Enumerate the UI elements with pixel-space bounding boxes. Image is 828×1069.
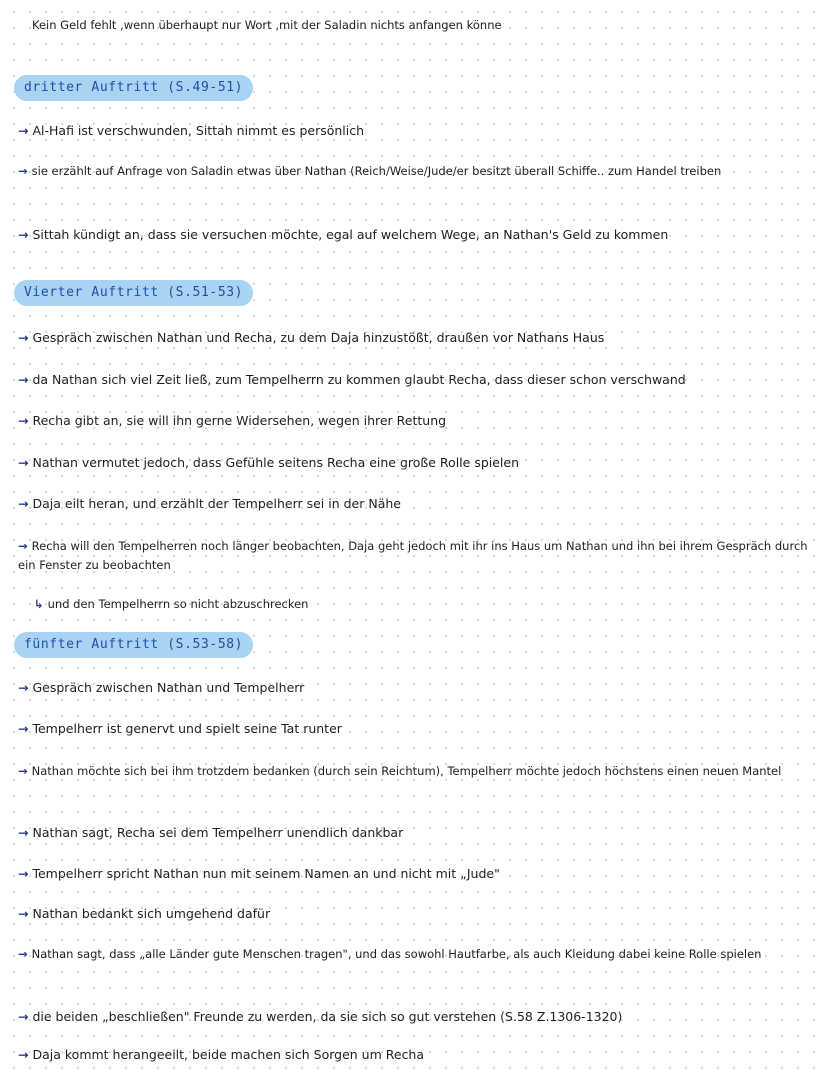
list-item: → Nathan sagt, Recha sei dem Tempelherr unendlich dankbar: [18, 825, 404, 840]
list-item: → Gespräch zwischen Nathan und Recha, zu dem Daja hinzustößt, draußen vor Nathans Haus: [18, 330, 605, 345]
list-item: → Tempelherr spricht Nathan nun mit seinem Namen an und nicht mit „Jude": [18, 866, 500, 881]
arrow-right-icon: →: [18, 413, 29, 428]
section-heading-fuenfter-auftritt: fünfter Auftritt (S.53-58): [14, 632, 253, 658]
sub-list-item: ↳ und den Tempelherrn so nicht abzuschrecken: [34, 597, 309, 611]
list-item: → Nathan sagt, dass „alle Länder gute Menschen tragen", und das sowohl Hautfarbe, als auch Kleidung dabei keine Rolle spielen: [18, 947, 762, 961]
list-item: → Daja kommt herangeeilt, beide machen sich Sorgen um Recha: [18, 1047, 425, 1062]
arrow-right-icon: →: [18, 496, 29, 511]
intro-line: Kein Geld fehlt ,wenn überhaupt nur Wort ,mit der Saladin nichts anfangen könne: [32, 18, 502, 32]
list-item: → Daja eilt heran, und erzählt der Tempelherr sei in der Nähe: [18, 496, 401, 511]
list-item: → Tempelherr ist genervt und spielt seine Tat runter: [18, 721, 342, 736]
list-item: → Gespräch zwischen Nathan und Tempelherr: [18, 680, 305, 695]
list-item: → Nathan möchte sich bei ihm trotzdem bedanken (durch sein Reichtum), Tempelherr möchte jedoch höchstens einen neuen Mantel: [18, 764, 782, 778]
section-heading-dritter-auftritt: dritter Auftritt (S.49-51): [14, 75, 253, 101]
arrow-right-icon: →: [18, 1009, 29, 1024]
arrow-right-icon: →: [18, 123, 29, 138]
arrow-right-icon: →: [18, 455, 29, 470]
arrow-right-icon: →: [18, 866, 29, 881]
arrow-right-icon: →: [18, 539, 28, 553]
arrow-right-icon: →: [18, 906, 29, 921]
list-item: → Recha gibt an, sie will ihn gerne Widersehen, wegen ihrer Rettung: [18, 413, 447, 428]
list-item: → Nathan bedankt sich umgehend dafür: [18, 906, 271, 921]
list-item: → Recha will den Tempelherren noch länger beobachten, Daja geht jedoch mit ihr ins Haus um Nathan und ihn bei ihrem Gespräch durch ein Fenster zu beobachten: [18, 539, 808, 572]
arrow-right-icon: →: [18, 227, 29, 242]
list-item: → die beiden „beschließen" Freunde zu werden, da sie sich so gut verstehen (S.58 Z.1306-1320): [18, 1009, 623, 1024]
arrow-right-icon: →: [18, 721, 29, 736]
list-item: → sie erzählt auf Anfrage von Saladin etwas über Nathan (Reich/Weise/Jude/er besitzt überall Schiffe.. zum Handel treiben: [18, 164, 722, 178]
arrow-right-icon: →: [18, 1047, 29, 1062]
section-heading-vierter-auftritt: Vierter Auftritt (S.51-53): [14, 280, 253, 306]
arrow-right-icon: →: [18, 680, 29, 695]
list-item: → Al-Hafi ist verschwunden, Sittah nimmt es persönlich: [18, 123, 365, 138]
arrow-right-icon: →: [18, 330, 29, 345]
list-item: → Nathan vermutet jedoch, dass Gefühle seitens Recha eine große Rolle spielen: [18, 455, 520, 470]
arrow-right-icon: →: [18, 764, 28, 778]
list-item: → da Nathan sich viel Zeit ließ, zum Tempelherrn zu kommen glaubt Recha, dass dieser schon verschwand: [18, 372, 686, 387]
arrow-right-icon: →: [18, 947, 28, 961]
arrow-right-icon: →: [18, 825, 29, 840]
arrow-right-icon: →: [18, 372, 29, 387]
corner-arrow-icon: ↳: [34, 597, 44, 611]
list-item: → Sittah kündigt an, dass sie versuchen möchte, egal auf welchem Wege, an Nathan's Geld zu kommen: [18, 227, 669, 242]
arrow-right-icon: →: [18, 164, 28, 178]
